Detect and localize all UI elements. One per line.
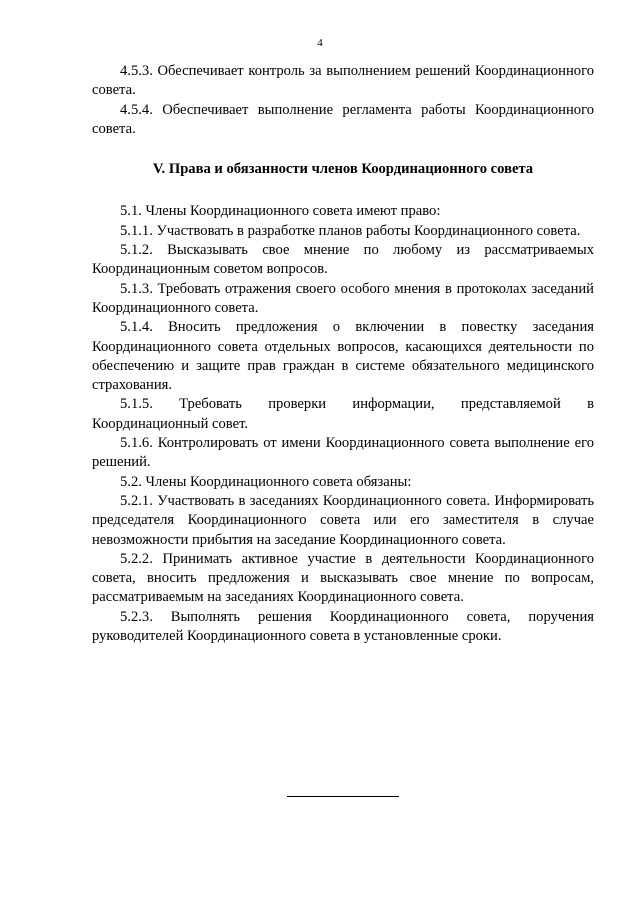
section-heading: V. Права и обязанности членов Координационного совета [152,161,534,178]
clause-5-1-3: 5.1.3. Требовать отражения своего особого мнения в протоколах заседаний Координационного совета. [92,280,594,316]
footer-divider-line [287,796,399,797]
clause-5-1-4: 5.1.4. Вносить предложения о включении в повестку заседания Координационного совета отдельных вопросов, касающихся деятельности по обеспечению и защите прав граждан в системе обязательного медицинского страхования. [92,319,594,394]
clause-5-1-2: 5.1.2. Высказывать свое мнение по любому из рассматриваемых Координационным советом вопросов. [92,242,594,278]
clause-5-2-3: 5.2.3. Выполнять решения Координационного совета, поручения руководителей Координационного совета в установленные сроки. [92,608,594,645]
clause-5-2-1: 5.2.1. Участвовать в заседаниях Координационного совета. Информировать председателя Координационного совета или его заместителя в случае невозможности прибытия на заседание Координационного совета. [92,492,594,548]
clause-5-1: 5.1. Члены Координационного совета имеют право: [120,203,441,220]
clause-5-1-5: 5.1.5. Требовать проверки информации, представляемой в Координационный совет. [92,396,594,432]
clause-5-2-2: 5.2.2. Принимать активное участие в деятельности Координационного совета, вносить предложения и высказывать свое мнение по вопросам, рассматриваемым на заседаниях Координационного совета. [92,550,594,606]
clause-5-2: 5.2. Члены Координационного совета обязаны: [120,473,412,490]
clause-5-1-1: 5.1.1. Участвовать в разработке планов работы Координационного совета. [120,222,581,239]
clause-5-1-6: 5.1.6. Контролировать от имени Координационного совета выполнение его решений. [92,435,594,471]
page-number: 4 [317,37,323,49]
document-body [92,62,594,646]
clause-4-5-3: 4.5.3. Обеспечивает контроль за выполнением решений Координационного совета. [92,63,594,99]
clause-4-5-4: 4.5.4. Обеспечивает выполнение регламента работы Координационного совета. [92,101,594,137]
